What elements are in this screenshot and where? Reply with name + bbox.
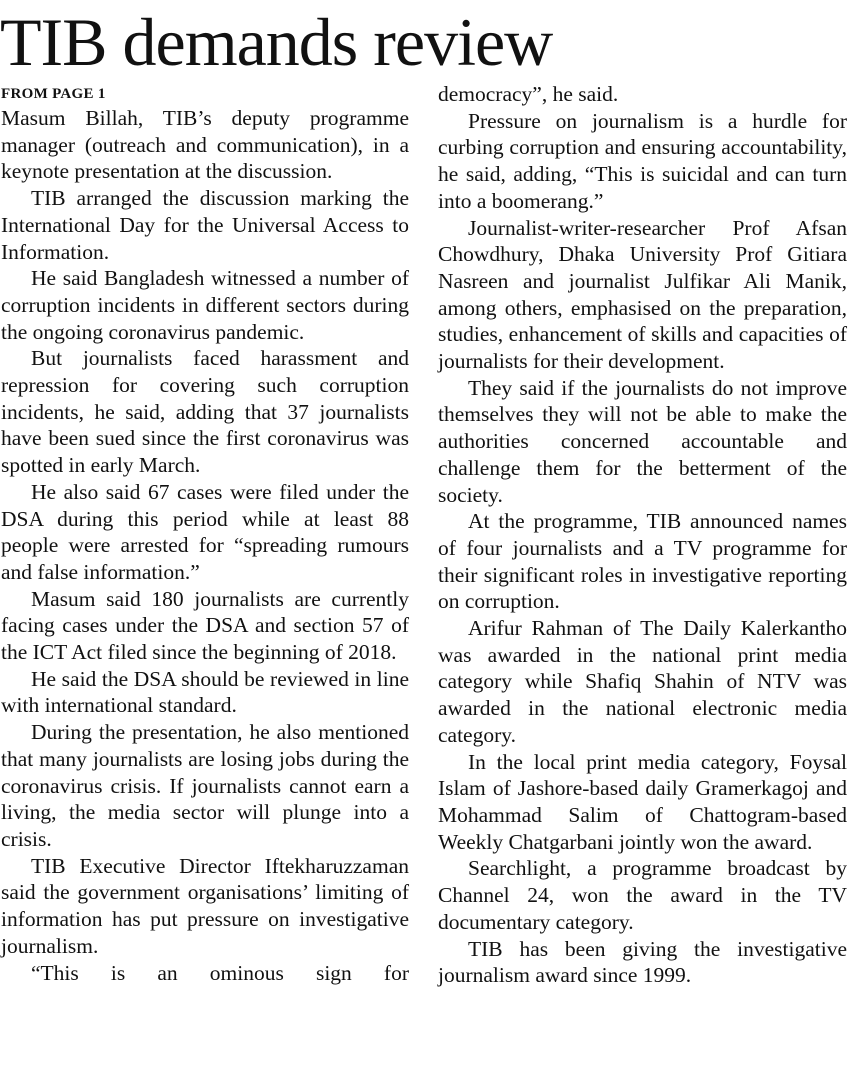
- paragraph: But journalists faced harassment and repression for covering such corruption incidents, he said, adding that 37 journalists have been sued since the first coronavirus was spotted in early March.: [1, 346, 409, 478]
- left-column: [1, 105, 409, 986]
- paragraph: He said Bangladesh witnessed a number of corruption incidents in different sectors during the ongoing coronavirus pandemic.: [1, 266, 409, 344]
- paragraph: In the local print media category, Foysal Islam of Jashore-based daily Gramerkagoj and Mohammad Salim of Chattogram-based Weekly Chatgarbani jointly won the award.: [438, 749, 847, 854]
- paragraph: Searchlight, a programme broadcast by Channel 24, won the award in the TV documentary category.: [438, 856, 847, 934]
- jump-line: FROM PAGE 1: [1, 86, 106, 102]
- paragraph: Arifur Rahman of The Daily Kalerkantho was awarded in the national print media category while Shafiq Shahin of NTV was awarded in the national electronic media category.: [438, 616, 847, 747]
- paragraph: At the programme, TIB announced names of four journalists and a TV programme for their significant roles in investigative reporting on corruption.: [438, 509, 847, 614]
- headline: TIB demands review: [0, 4, 553, 80]
- paragraph: They said if the journalists do not improve themselves they will not be able to make the authorities concerned accountable and challenge them for the betterment of the society.: [438, 375, 847, 507]
- paragraph: He also said 67 cases were filed under the DSA during this period while at least 88 people were arrested for “spreading rumours and false information.”: [1, 479, 409, 584]
- paragraph: Masum said 180 journalists are currently facing cases under the DSA and section 57 of the ICT Act filed since the beginning of 2018.: [1, 586, 409, 665]
- paragraph: TIB has been giving the investigative journalism award since 1999.: [438, 936, 847, 988]
- paragraph-continuation: democracy”, he said.: [438, 82, 619, 106]
- paragraph: TIB Executive Director Iftekharuzzaman said the government organisations’ limiting of information has put pressure on investigative journalism.: [1, 853, 409, 958]
- paragraph: TIB arranged the discussion marking the International Day for the Universal Access to Information.: [1, 186, 409, 264]
- paragraph: Journalist-writer-researcher Prof Afsan Chowdhury, Dhaka University Prof Gitiara Nasreen and journalist Julfikar Ali Manik, among others, emphasised on the preparation, studies, enhancement of skills and capacities of journalists for their development.: [438, 215, 847, 374]
- paragraph: Masum Billah, TIB’s deputy programme manager (outreach and communication), in a keynote presentation at the discussion.: [1, 106, 409, 184]
- paragraph-continued: “This is an ominous sign for: [31, 960, 409, 985]
- paragraph: He said the DSA should be reviewed in line with international standard.: [1, 666, 409, 718]
- paragraph: During the presentation, he also mentioned that many journalists are losing jobs during the coronavirus crisis. If journalists cannot earn a living, the media sector will plunge into a crisis.: [1, 720, 409, 851]
- right-column: [438, 81, 847, 989]
- paragraph: Pressure on journalism is a hurdle for curbing corruption and ensuring accountability, he said, adding, “This is suicidal and can turn into a boomerang.”: [438, 108, 847, 213]
